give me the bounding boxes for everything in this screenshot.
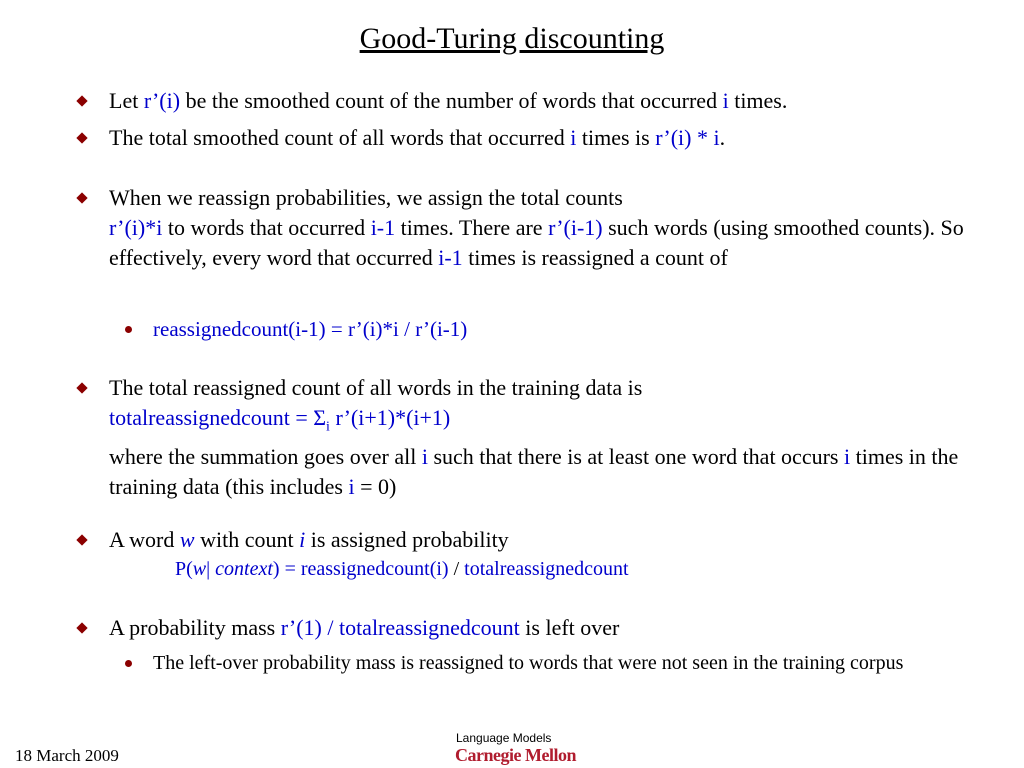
text-run: Let <box>109 88 144 113</box>
round-bullet-icon <box>125 660 132 667</box>
variable-i: i <box>843 444 851 470</box>
diamond-bullet-icon <box>76 95 87 106</box>
text-run: times is <box>576 125 656 150</box>
sub-bullet-2 <box>125 650 975 676</box>
round-bullet-icon <box>125 326 132 333</box>
formula-term: r’(i-1) <box>548 215 603 240</box>
formula-term: r’(i) <box>143 88 181 113</box>
text-run: is left over <box>519 615 620 640</box>
diamond-bullet-icon <box>76 132 87 143</box>
sub-bullet-1 <box>125 316 975 342</box>
variable-w: w <box>179 527 195 552</box>
bullet-4-text <box>109 373 1003 502</box>
variable-i: i <box>421 444 428 470</box>
text-run: A word <box>109 527 180 552</box>
sub-bullet-2-text: The left-over probability mass is reassigned to words that were not seen in the training corpus <box>153 652 904 674</box>
text-run: such that there is at least one word that occurs <box>427 444 844 470</box>
text-run: is assigned probability <box>305 527 509 552</box>
text-run: = 0) <box>354 474 397 500</box>
text-run: times. There are <box>395 215 549 240</box>
diamond-bullet-icon <box>76 622 87 633</box>
formula-term: r’(i)*i <box>109 215 163 240</box>
bullet-2-text <box>109 123 1003 153</box>
sub-bullet-1-text: reassignedcount(i-1) = r’(i)*i / r’(i-1) <box>153 317 468 341</box>
variable-i: i <box>570 125 577 150</box>
subscript-i: i <box>326 419 330 435</box>
formula-term: r’(1) / totalreassignedcount <box>280 615 520 640</box>
bullet-5-text <box>109 525 1003 555</box>
bullet-5 <box>78 525 1003 555</box>
formula-term: r’(i+1)*(i+1) <box>329 405 451 430</box>
bullet-1 <box>78 86 1003 116</box>
footer-date: 18 March 2009 <box>15 746 119 765</box>
formula-term: totalreassignedcount = Σ <box>109 405 327 430</box>
diamond-bullet-icon <box>76 382 87 393</box>
division-slash: / <box>453 558 460 580</box>
bullet-3-text <box>109 183 1003 273</box>
text-run: where the summation goes over all <box>109 444 422 470</box>
variable-context: context <box>215 558 273 580</box>
probability-formula <box>175 558 629 581</box>
text-run: The total smoothed count of all words that occurred <box>109 125 571 150</box>
bullet-3 <box>78 183 1003 273</box>
carnegie-mellon-logo: Carnegie Mellon <box>455 745 576 765</box>
variable-w: w <box>192 558 207 580</box>
text-run: times. <box>728 88 788 113</box>
bullet-6 <box>78 613 1003 643</box>
variable-i-minus-1: i-1 <box>370 215 396 240</box>
variable-i: i <box>348 474 355 500</box>
bullet-2 <box>78 123 1003 153</box>
text-run: P( <box>175 558 193 580</box>
diamond-bullet-icon <box>76 534 87 545</box>
text-run: to words that occurred <box>162 215 371 240</box>
text-run: | <box>206 558 216 580</box>
bullet-6-text <box>109 613 1003 643</box>
bullet-4 <box>78 373 1003 502</box>
variable-i: i <box>299 527 306 552</box>
text-run: totalreassignedcount <box>459 558 629 580</box>
variable-i: i <box>722 88 729 113</box>
text-run: such words (using smoothed counts). So effectively, every word that occurred <box>109 215 964 270</box>
text-run: When we reassign probabilities, we assign the total counts <box>109 185 623 210</box>
footer-course-title: Language Models <box>456 731 552 745</box>
bullet-1-text <box>109 86 1003 116</box>
text-run: times in the training data (this includes <box>109 444 959 500</box>
text-run: with count <box>194 527 300 552</box>
formula-term: r’(i) * i <box>655 125 720 150</box>
text-run: . <box>719 125 726 150</box>
text-run: ) = reassignedcount(i) <box>272 558 454 580</box>
text-run: A probability mass <box>109 615 281 640</box>
text-run: times is reassigned a count of <box>462 245 728 270</box>
text-run: The total reassigned count of all words in the training data is <box>109 375 643 400</box>
diamond-bullet-icon <box>76 192 87 203</box>
text-run: be the smoothed count of the number of words that occurred <box>180 88 723 113</box>
slide-title: Good-Turing discounting <box>359 22 665 55</box>
variable-i-minus-1: i-1 <box>438 245 463 270</box>
